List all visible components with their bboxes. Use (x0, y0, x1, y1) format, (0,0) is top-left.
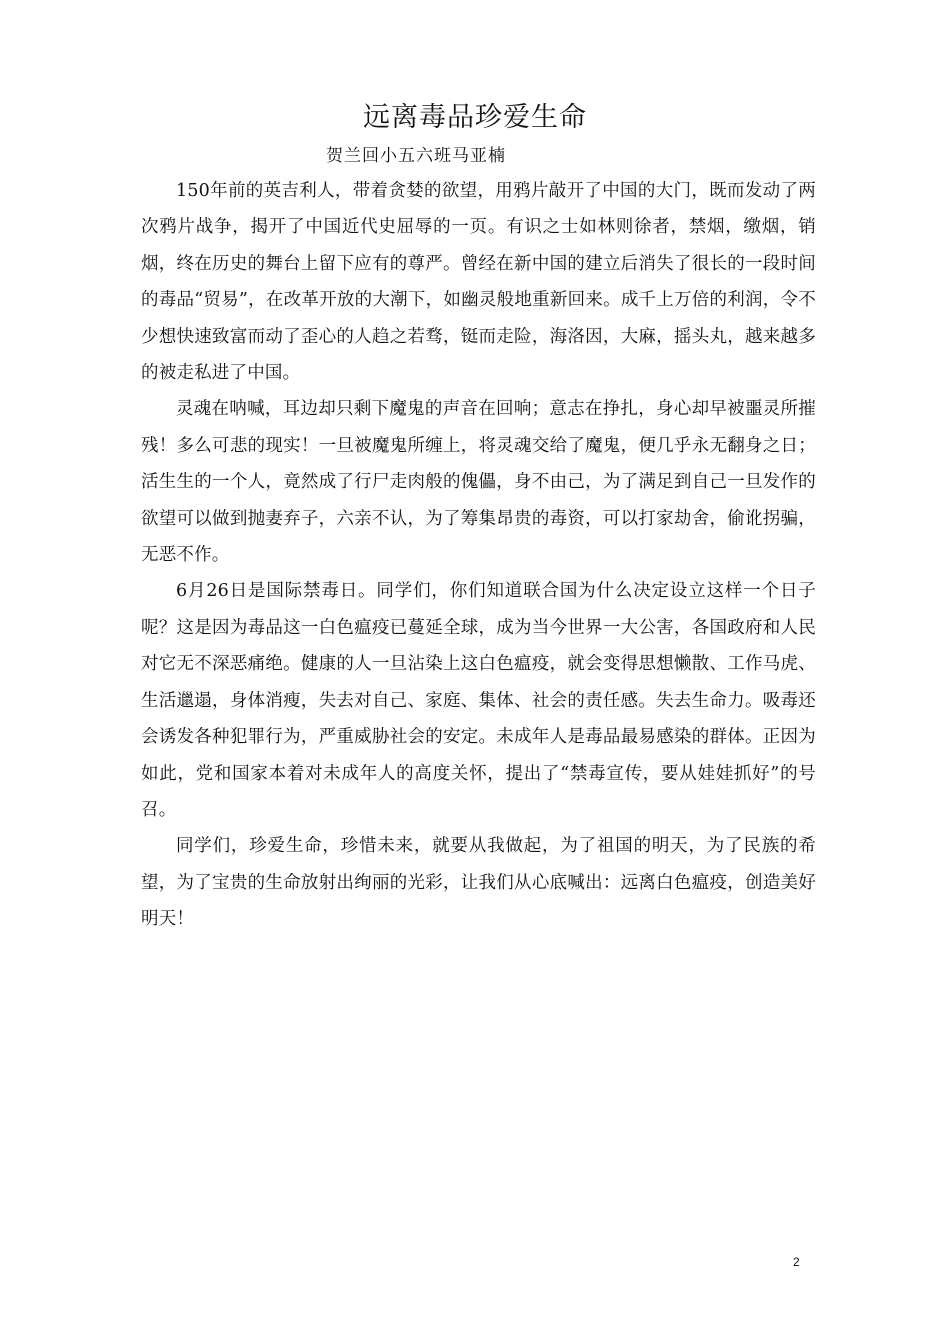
paragraph-4: 同学们，珍爱生命，珍惜未来，就要从我做起，为了祖国的明天，为了民族的希望，为了宝贵的生命放射出绚丽的光彩，让我们从心底喊出：远离白色瘟疫，创造美好明天！ (141, 836, 816, 930)
document-body (141, 173, 816, 938)
paragraph-1: 150年前的英吉利人，带着贪婪的欲望，用鸦片敲开了中国的大门，既而发动了两次鸦片战争，揭开了中国近代史屈辱的一页。有识之士如林则徐者，禁烟，缴烟，销烟，终在历史的舞台上留下应有的尊严。曾经在新中国的建立后消失了很长的一段时间的毒品“贸易”，在改革开放的大潮下，如幽灵般地重新回来。成千上万倍的利润，令不少想快速致富而动了歪心的人趋之若骛，铤而走险，海洛因，大麻，摇头丸，越来越多的被走私进了中国。 (141, 181, 816, 384)
paragraph-2: 灵魂在呐喊，耳边却只剩下魔鬼的声音在回响；意志在挣扎，身心却早被噩灵所摧残！多么可悲的现实！一旦被魔鬼所缠上，将灵魂交给了魔鬼，便几乎永无翻身之日；活生生的一个人，竟然成了行尸走肉般的傀儡，身不由己，为了满足到自己一旦发作的欲望可以做到抛妻弃子，六亲不认，为了筹集昂贵的毒资，可以打家劫舍，偷讹拐骗，无恶不作。 (141, 399, 816, 566)
paragraph-3: 6月26日是国际禁毒日。同学们，你们知道联合国为什么决定设立这样一个日子呢？这是因为毒品这一白色瘟疫已蔓延全球，成为当今世界一大公害，各国政府和人民对它无不深恶痛绝。健康的人一旦沾染上这白色瘟疫，就会变得思想懒散、工作马虎、生活邋遢，身体消瘦，失去对自己、家庭、集体、社会的责任感。失去生命力。吸毒还会诱发各种犯罪行为，严重威胁社会的安定。未成年人是毒品最易感染的群体。正因为如此，党和国家本着对未成年人的高度关怀，提出了“禁毒宣传，要从娃娃抓好”的号召。 (141, 581, 816, 820)
document-title: 远离毒品珍爱生命 (363, 102, 587, 133)
document-author: 贺兰回小五六班马亚楠 (326, 146, 506, 166)
page-number: 2 (793, 1255, 800, 1269)
